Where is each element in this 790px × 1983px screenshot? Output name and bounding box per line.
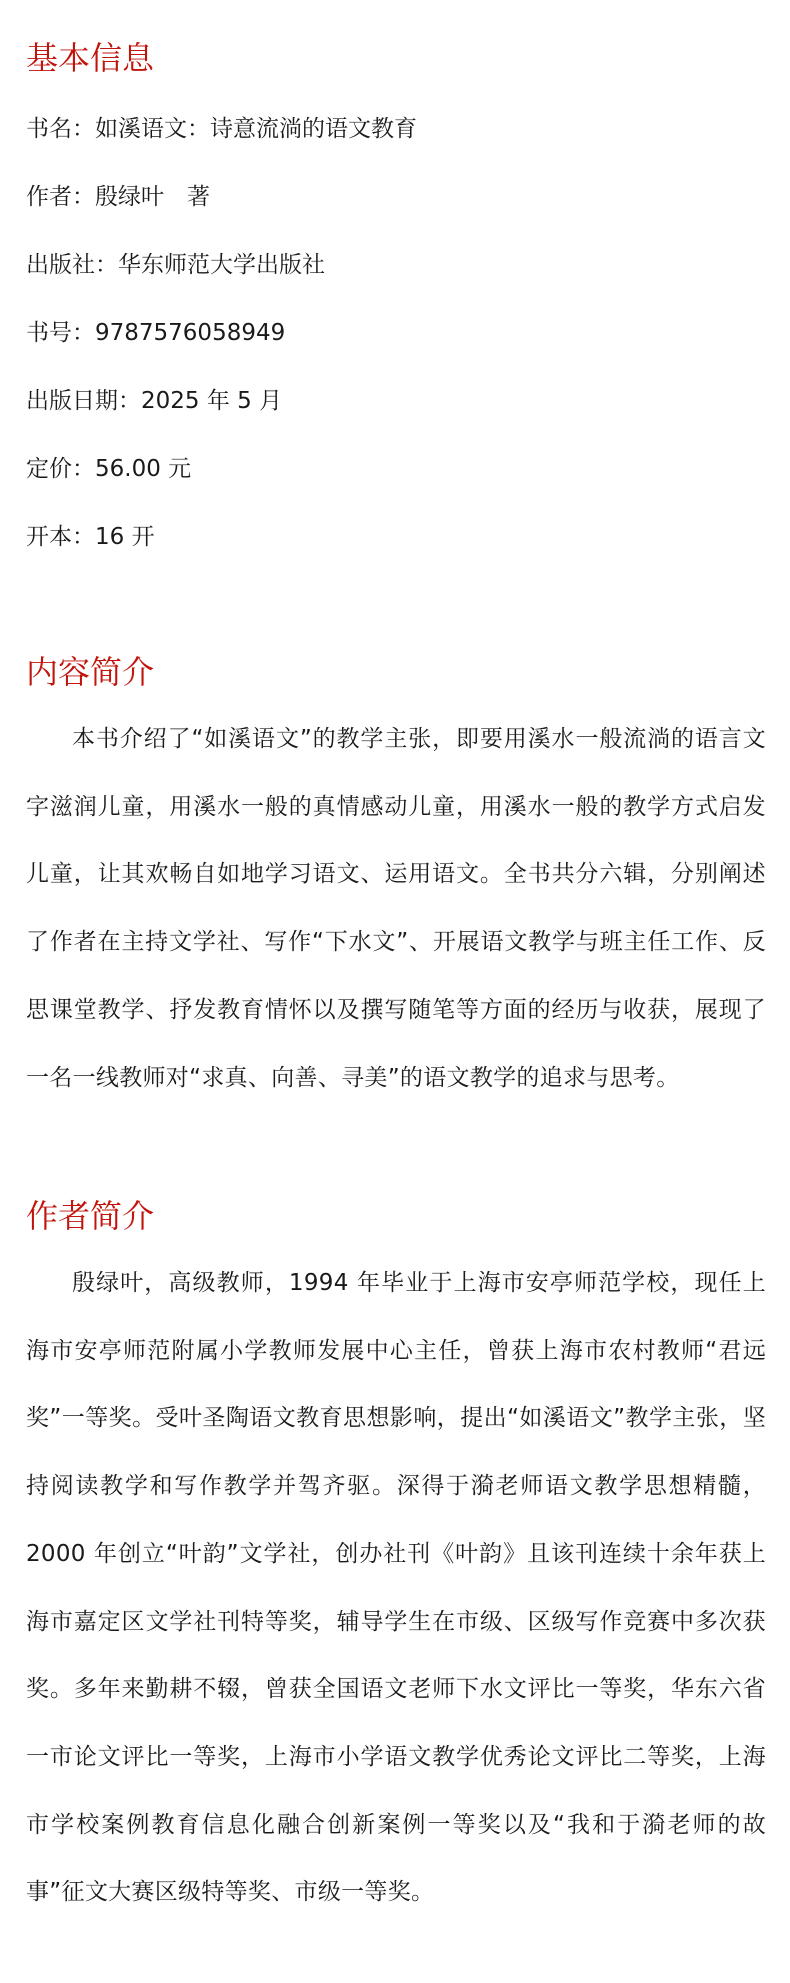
author-intro-heading: 作者简介 xyxy=(26,1197,155,1235)
info-label: 出版日期： xyxy=(26,388,141,414)
info-pub-date xyxy=(26,386,282,416)
info-label: 开本： xyxy=(26,524,95,550)
info-label: 书号： xyxy=(26,320,95,346)
info-value: 2025 年 5 月 xyxy=(141,388,283,414)
info-author xyxy=(26,182,210,212)
info-label: 定价： xyxy=(26,456,95,482)
author-intro-text: 殷绿叶，高级教师，1994 年毕业于上海市安亭师范学校，现任上海市安亭师范附属小学教师发展中心主任，曾获上海市农村教师“君远奖”一等奖。受叶圣陶语文教育思想影响，提出“如溪语文”教学主张，坚持阅读教学和写作教学并驾齐驱。深得于漪老师语文教学思想精髓，2000 年创立“叶韵”文学社，创办社刊《叶韵》且该刊连续十余年获上海市嘉定区文学社刊特等奖，辅导学生在市级、区级写作竞赛中多次获奖。多年来勤耕不辍，曾获全国语文老师下水文评比一等奖，华东六省一市论文评比一等奖，上海市小学语文教学优秀论文评比二等奖，上海市学校案例教育信息化融合创新案例一等奖以及“我和于漪老师的故事”征文大赛区级特等奖、市级一等奖。 xyxy=(26,1270,766,1906)
info-value: 殷绿叶 著 xyxy=(95,184,210,210)
info-title xyxy=(26,114,417,144)
info-value: 9787576058949 xyxy=(95,320,286,346)
info-format xyxy=(26,522,155,552)
info-label: 作者： xyxy=(26,184,95,210)
info-price xyxy=(26,454,191,484)
info-value: 56.00 元 xyxy=(95,456,192,482)
content-summary-heading: 内容简介 xyxy=(26,653,155,691)
info-value: 16 开 xyxy=(95,524,155,550)
info-isbn xyxy=(26,318,285,348)
info-publisher xyxy=(26,250,325,280)
info-label: 书名： xyxy=(26,116,95,142)
info-value: 如溪语文：诗意流淌的语文教育 xyxy=(95,116,417,142)
info-value: 华东师范大学出版社 xyxy=(118,252,325,278)
info-label: 出版社： xyxy=(26,252,118,278)
content-summary-text: 本书介绍了“如溪语文”的教学主张，即要用溪水一般流淌的语言文字滋润儿童，用溪水一般的真情感动儿童，用溪水一般的教学方式启发儿童，让其欢畅自如地学习语文、运用语文。全书共分六辑，分别阐述了作者在主持文学社、写作“下水文”、开展语文教学与班主任工作、反思课堂教学、抒发教育情怀以及撰写随笔等方面的经历与收获，展现了一名一线教师对“求真、向善、寻美”的语文教学的追求与思考。 xyxy=(26,726,766,1091)
basic-info-heading: 基本信息 xyxy=(26,39,155,77)
